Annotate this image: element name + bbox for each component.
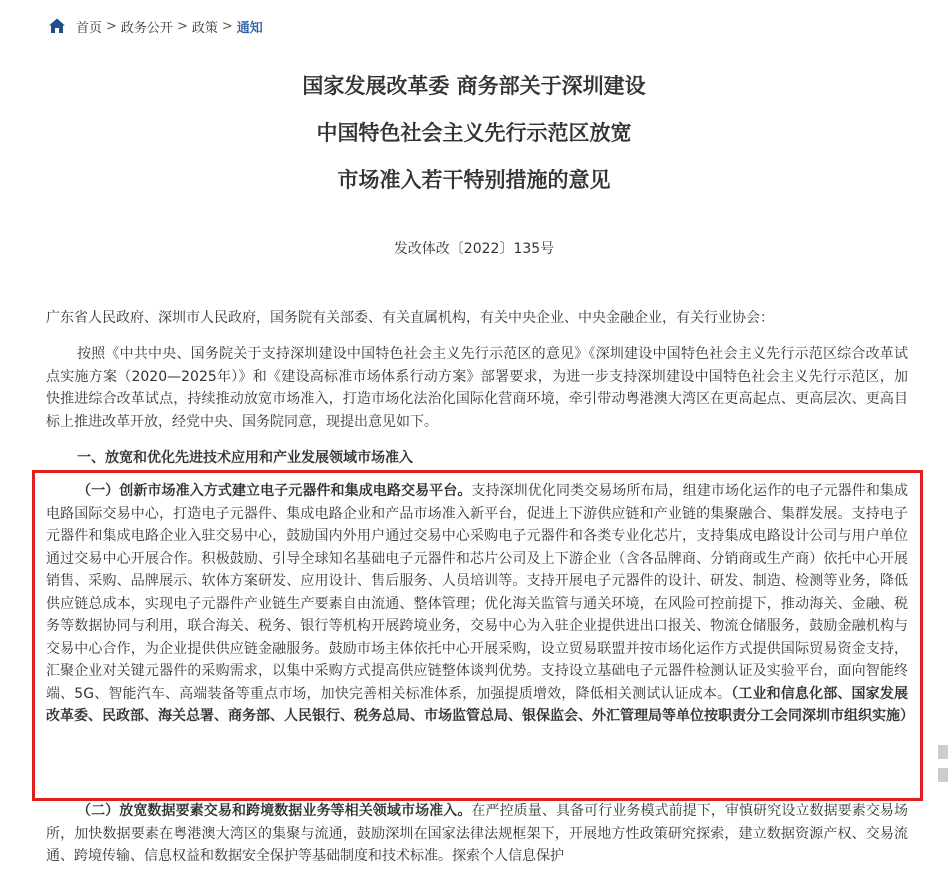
edge-fragment: [938, 768, 948, 782]
item-1-body: 支持深圳优化同类交易场所布局，组建市场化运作的电子元器件和集成电路国际交易中心，打造电子元器件、集成电路企业和产品市场准入新平台，促进上下游供应链和产业链的集聚融合、集群发展。支持电子元器件和集成电路企业入驻交易中心，鼓励国内外用户通过交易中心采购电子元器件和各类专业化芯片，支持集成电路设计公司与用户单位通过交易中心开展合作。积极鼓励、引导全球知名基础电子元器件和芯片公司及上下游企业（含各品牌商、分销商或生产商）依托中心开展销售、采购、品牌展示、软体方案研发、应用设计、售后服务、人员培训等。支持开展电子元器件的设计、研发、制造、检测等业务，降低供应链总成本，实现电子元器件产业链生产要素自由流通、整体管理；优化海关监管与通关环境，在风险可控前提下，推动海关、金融、税务等数据协同与利用，联合海关、税务、银行等机构开展跨境业务，交易中心为入驻企业提供进出口报关、物流仓储服务，鼓励金融机构与交易中心合作，为企业提供供应链金融服务。鼓励市场主体依托中心开展采购，设立贸易联盟并按市场化运作方式提供国际贸易资金支持，汇聚企业对关键元器件的采购需求，以集中采购方式提高供应链整体谈判优势。支持设立基础电子元器件检测认证及实验平台，面向智能终端、5G、智能汽车、高端装备等重点市场，加快完善相关标准体系，加强提质增效，降低相关测试认证成本。: [46, 483, 909, 702]
item-2-paragraph: [46, 800, 908, 868]
item-1-responsible-units: （工业和信息化部、国家发展改革委、民政部、海关总署、商务部、人民银行、税务总局、市场监管总局、银保监会、外汇管理局等单位按职责分工会同深圳市组织实施）: [46, 685, 914, 724]
document-number: 发改体改〔2022〕135号: [393, 241, 555, 257]
document-title-line-3: 市场准入若干特别措施的意见: [337, 168, 611, 192]
home-icon[interactable]: [48, 17, 66, 35]
item-2-heading: （二）放宽数据要素交易和跨境数据业务等相关领域市场准入。: [77, 803, 472, 819]
salutation: 广东省人民政府、深圳市人民政府，国务院有关部委、有关直属机构，有关中央企业、中央金融企业，有关行业协会：: [46, 310, 774, 326]
breadcrumb-separator: >: [106, 18, 117, 34]
breadcrumb-notice-link[interactable]: 通知: [236, 20, 263, 36]
item-1-paragraph: [46, 480, 914, 728]
breadcrumb-home-link[interactable]: 首页: [76, 20, 103, 36]
edge-fragment: [938, 745, 948, 759]
document-title-line-1: 国家发展改革委 商务部关于深圳建设: [302, 74, 646, 98]
document-title-line-2: 中国特色社会主义先行示范区放宽: [316, 121, 632, 145]
breadcrumb-separator: >: [176, 18, 188, 34]
item-2-body: 在严控质量、具备可行业务模式前提下，审慎研究设立数据要素交易场所，加快数据要素在粤港澳大湾区的集聚与流通，鼓励深圳在国家法律法规框架下，开展地方性政策研究探索，建立数据资源产权、交易流通、跨境传输、信息权益和数据安全保护等基础制度和技术标准。探索个人信息保护: [46, 803, 909, 864]
item-1-heading: （一）创新市场准入方式建立电子元器件和集成电路交易平台。: [77, 483, 472, 499]
section-heading: 一、放宽和优化先进技术应用和产业发展领域市场准入: [77, 450, 413, 466]
breadcrumb-gov-affairs-link[interactable]: 政务公开: [120, 20, 173, 36]
breadcrumb: [48, 16, 263, 36]
intro-paragraph: 按照《中共中央、国务院关于支持深圳建设中国特色社会主义先行示范区的意见》《深圳建设中国特色社会主义先行示范区综合改革试点实施方案（2020—2025年）》和《建设高标准市场体系行动方案》部署要求，为进一步支持深圳建设中国特色社会主义先行示范区，加快推进综合改革试点，持续推动放宽市场准入，打造市场化法治化国际化营商环境，牵引带动粤港澳大湾区在更高起点、更高层次、更高目标上推进改革开放，经党中央、国务院同意，现提出意见如下。: [46, 346, 908, 430]
breadcrumb-separator: >: [221, 18, 233, 34]
breadcrumb-policy-link[interactable]: 政策: [191, 20, 218, 36]
